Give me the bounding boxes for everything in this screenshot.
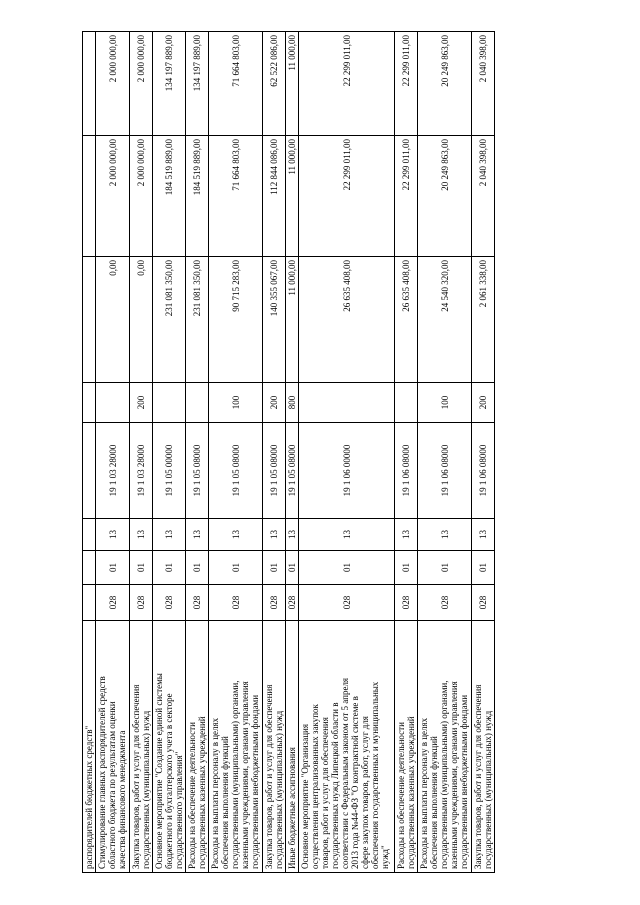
amount-year2-cell: 22 299 011,00 xyxy=(395,136,418,257)
description-line: Закупка товаров, работ и услуг для обеспечения xyxy=(473,684,483,869)
description-line: Основное мероприятие "Организация xyxy=(300,723,310,869)
description-cell xyxy=(472,621,495,873)
expense-type-cell xyxy=(83,383,96,423)
table-row xyxy=(130,32,153,873)
description-line: Расходы на обеспечение деятельности xyxy=(187,722,197,869)
expense-type-cell: 200 xyxy=(263,383,286,423)
ministry-code-cell xyxy=(83,585,96,621)
ministry-code-cell: 028 xyxy=(130,585,153,621)
amount-year1-cell: 26 635 408,00 xyxy=(299,257,395,383)
description-line: Расходы на выплаты персоналу в целях xyxy=(210,717,220,869)
description-cell xyxy=(96,621,130,873)
description-line: государственных казенных учреждений xyxy=(197,716,207,869)
description-line: обеспечения выполнения функций xyxy=(429,736,439,869)
description-line: государственных (муниципальных) нужд xyxy=(483,710,493,869)
description-line: государственными (муниципальными) органами, xyxy=(230,680,240,869)
table-body xyxy=(83,32,495,873)
amount-year2-cell: 2 000 000,00 xyxy=(96,136,130,257)
expense-type-cell xyxy=(186,383,209,423)
description-line: государственными внебюджетными фондами xyxy=(250,694,260,869)
description-cell xyxy=(418,621,472,873)
subsection-code-cell: 13 xyxy=(418,519,472,551)
table-row xyxy=(186,32,209,873)
amount-year3-cell: 71 664 803,00 xyxy=(209,32,263,136)
description-line: Закупка товаров, работ и услуг для обеспечения xyxy=(131,684,141,869)
description-line: сфере закупок товаров, работ, услуг для xyxy=(360,716,370,869)
description-line: Расходы на выплаты персоналу в целях xyxy=(419,717,429,869)
ministry-code-cell: 028 xyxy=(209,585,263,621)
table-row xyxy=(96,32,130,873)
expense-type-cell: 200 xyxy=(472,383,495,423)
section-code-cell: 01 xyxy=(96,551,130,585)
ministry-code-cell: 028 xyxy=(395,585,418,621)
section-code-cell: 01 xyxy=(395,551,418,585)
table-row xyxy=(418,32,472,873)
subsection-code-cell xyxy=(83,519,96,551)
target-article-cell xyxy=(83,423,96,519)
amount-year3-cell: 2 000 000,00 xyxy=(130,32,153,136)
table-row xyxy=(209,32,263,873)
description-line: товаров, работ и услуг для обеспечения xyxy=(320,717,330,869)
amount-year2-cell: 184 519 889,00 xyxy=(186,136,209,257)
subsection-code-cell: 13 xyxy=(395,519,418,551)
ministry-code-cell: 028 xyxy=(286,585,299,621)
description-line: соответствии с Федеральным законом от 5 апреля xyxy=(340,677,350,869)
table-row xyxy=(83,32,96,873)
section-code-cell: 01 xyxy=(263,551,286,585)
target-article-cell: 19 1 05 00000 xyxy=(153,423,186,519)
amount-year2-cell xyxy=(83,136,96,257)
description-cell xyxy=(209,621,263,873)
section-code-cell: 01 xyxy=(153,551,186,585)
amount-year2-cell: 71 664 803,00 xyxy=(209,136,263,257)
description-line: казенными учреждениями, органами управления xyxy=(240,681,250,869)
section-code-cell: 01 xyxy=(418,551,472,585)
description-cell xyxy=(83,621,96,873)
target-article-cell: 19 1 05 08000 xyxy=(263,423,286,519)
table-row xyxy=(153,32,186,873)
subsection-code-cell: 13 xyxy=(299,519,395,551)
ministry-code-cell: 028 xyxy=(153,585,186,621)
budget-table xyxy=(82,31,495,873)
description-line: Стимулирование главных распорядителей средств xyxy=(97,676,107,869)
subsection-code-cell: 13 xyxy=(186,519,209,551)
section-code-cell: 01 xyxy=(209,551,263,585)
description-cell xyxy=(395,621,418,873)
subsection-code-cell: 13 xyxy=(286,519,299,551)
table-row xyxy=(263,32,286,873)
amount-year1-cell: 0,00 xyxy=(130,257,153,383)
amount-year3-cell: 22 299 011,00 xyxy=(395,32,418,136)
target-article-cell: 19 1 06 08000 xyxy=(395,423,418,519)
description-line: Закупка товаров, работ и услуг для обеспечения xyxy=(264,684,274,869)
expense-type-cell: 100 xyxy=(418,383,472,423)
target-article-cell: 19 1 06 08000 xyxy=(472,423,495,519)
section-code-cell: 01 xyxy=(186,551,209,585)
description-line: государственных (муниципальных) нужд xyxy=(274,710,284,869)
amount-year2-cell: 22 299 011,00 xyxy=(299,136,395,257)
section-code-cell: 01 xyxy=(130,551,153,585)
description-line: казенными учреждениями, органами управления xyxy=(449,681,459,869)
amount-year3-cell: 20 249 863,00 xyxy=(418,32,472,136)
amount-year3-cell xyxy=(83,32,96,136)
description-cell xyxy=(263,621,286,873)
description-line: государственного управления" xyxy=(174,751,184,869)
target-article-cell: 19 1 06 08000 xyxy=(418,423,472,519)
amount-year2-cell: 112 844 086,00 xyxy=(263,136,286,257)
amount-year3-cell: 2 000 000,00 xyxy=(96,32,130,136)
amount-year1-cell: 231 081 350,00 xyxy=(186,257,209,383)
description-cell xyxy=(286,621,299,873)
amount-year1-cell: 26 635 408,00 xyxy=(395,257,418,383)
description-line: государственных нужд Липецкой области в xyxy=(330,702,340,869)
ministry-code-cell: 028 xyxy=(418,585,472,621)
subsection-code-cell: 13 xyxy=(263,519,286,551)
amount-year2-cell: 2 040 398,00 xyxy=(472,136,495,257)
description-line: обеспечения выполнения функций xyxy=(220,736,230,869)
description-line: распорядителей бюджетных средств" xyxy=(84,725,94,869)
amount-year1-cell xyxy=(83,257,96,383)
amount-year1-cell: 2 061 338,00 xyxy=(472,257,495,383)
target-article-cell: 19 1 06 00000 xyxy=(299,423,395,519)
description-line: 2013 года №44-ФЗ "О контрактной системе в xyxy=(350,696,360,869)
amount-year1-cell: 24 540 320,00 xyxy=(418,257,472,383)
table-row xyxy=(299,32,395,873)
amount-year2-cell: 184 519 889,00 xyxy=(153,136,186,257)
section-code-cell xyxy=(83,551,96,585)
description-line: бюджетного и бухгалтерского учета в секторе xyxy=(164,693,174,869)
subsection-code-cell: 13 xyxy=(209,519,263,551)
target-article-cell: 19 1 03 28000 xyxy=(96,423,130,519)
target-article-cell: 19 1 05 08000 xyxy=(286,423,299,519)
expense-type-cell xyxy=(395,383,418,423)
target-article-cell: 19 1 03 28000 xyxy=(130,423,153,519)
description-line: государственными внебюджетными фондами xyxy=(459,694,469,869)
description-line: качества финансового менеджмента xyxy=(117,730,127,869)
amount-year3-cell: 11 000,00 xyxy=(286,32,299,136)
amount-year1-cell: 11 000,00 xyxy=(286,257,299,383)
target-article-cell: 19 1 05 08000 xyxy=(186,423,209,519)
description-line: Иные бюджетные ассигнования xyxy=(287,747,297,869)
amount-year1-cell: 90 715 283,00 xyxy=(209,257,263,383)
amount-year3-cell: 2 040 398,00 xyxy=(472,32,495,136)
subsection-code-cell: 13 xyxy=(153,519,186,551)
subsection-code-cell: 13 xyxy=(472,519,495,551)
expense-type-cell: 100 xyxy=(209,383,263,423)
expense-type-cell xyxy=(299,383,395,423)
expense-type-cell: 200 xyxy=(130,383,153,423)
amount-year3-cell: 134 197 889,00 xyxy=(153,32,186,136)
description-line: государственными (муниципальными) органами, xyxy=(439,680,449,869)
amount-year3-cell: 134 197 889,00 xyxy=(186,32,209,136)
table-row xyxy=(286,32,299,873)
section-code-cell: 01 xyxy=(299,551,395,585)
table-row xyxy=(395,32,418,873)
ministry-code-cell: 028 xyxy=(299,585,395,621)
subsection-code-cell: 13 xyxy=(130,519,153,551)
ministry-code-cell: 028 xyxy=(472,585,495,621)
description-line: областного бюджета по результатам оценки xyxy=(107,701,117,869)
ministry-code-cell: 028 xyxy=(186,585,209,621)
subsection-code-cell: 13 xyxy=(96,519,130,551)
description-line: нужд" xyxy=(380,845,390,869)
amount-year2-cell: 2 000 000,00 xyxy=(130,136,153,257)
expense-type-cell xyxy=(153,383,186,423)
expense-type-cell: 800 xyxy=(286,383,299,423)
description-line: осуществления централизованных закупок xyxy=(310,704,320,869)
target-article-cell: 19 1 05 08000 xyxy=(209,423,263,519)
description-line: Расходы на обеспечение деятельности xyxy=(396,722,406,869)
table-row xyxy=(472,32,495,873)
description-line: государственных казенных учреждений xyxy=(406,716,416,869)
ministry-code-cell: 028 xyxy=(263,585,286,621)
description-line: Основное мероприятие "Создание единой системы xyxy=(154,673,164,869)
description-cell xyxy=(153,621,186,873)
amount-year2-cell: 11 000,00 xyxy=(286,136,299,257)
section-code-cell: 01 xyxy=(286,551,299,585)
amount-year1-cell: 140 355 067,00 xyxy=(263,257,286,383)
description-line: обеспечения государственных и муниципальных xyxy=(370,681,380,869)
description-cell xyxy=(299,621,395,873)
amount-year1-cell: 231 081 350,00 xyxy=(153,257,186,383)
section-code-cell: 01 xyxy=(472,551,495,585)
amount-year2-cell: 20 249 863,00 xyxy=(418,136,472,257)
amount-year3-cell: 62 522 086,00 xyxy=(263,32,286,136)
amount-year3-cell: 22 299 011,00 xyxy=(299,32,395,136)
description-line: государственных (муниципальных) нужд xyxy=(141,710,151,869)
description-cell xyxy=(186,621,209,873)
expense-type-cell xyxy=(96,383,130,423)
ministry-code-cell: 028 xyxy=(96,585,130,621)
description-cell xyxy=(130,621,153,873)
amount-year1-cell: 0,00 xyxy=(96,257,130,383)
